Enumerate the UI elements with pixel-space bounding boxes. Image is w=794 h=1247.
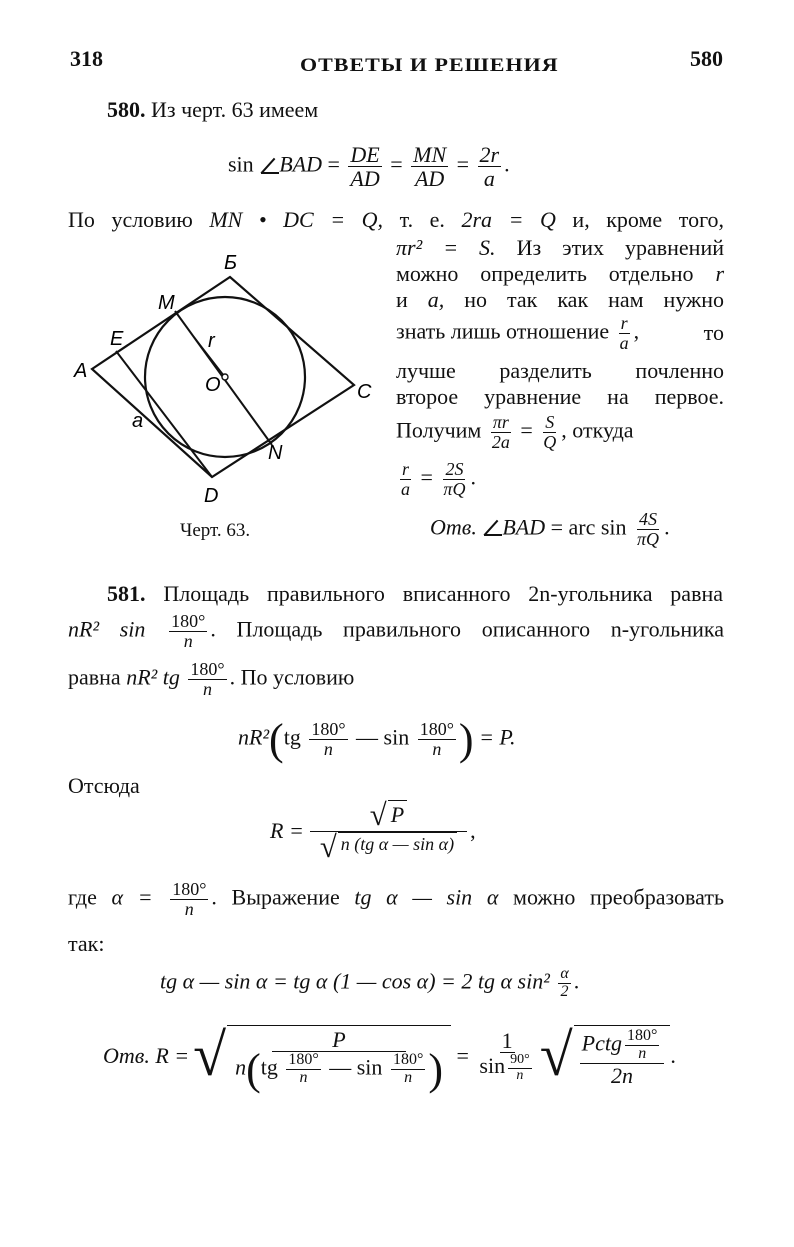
problem-580-line-5: знать лишь отношение $\frac{r}{a}$ , то (396, 313, 724, 353)
problem-580-line-8: Получим $\frac{\pi r}{2a}$ = $\frac{S}{Q}$ , откуда (396, 412, 634, 452)
label-m: M (158, 292, 175, 314)
problem-580-line-1: По условию MN • DC = Q, т. е. 2ra = Q и, кроме того, (68, 207, 725, 232)
label-n: N (268, 442, 283, 464)
problem-580-line-6: лучше разделить почленно (396, 358, 724, 383)
page-number: 318 (70, 46, 103, 71)
section-number: 580 (690, 46, 723, 71)
problem-580-line-9: $\frac{r}{a}$ = $\frac{2S}{\pi Q}$ . (401, 459, 476, 499)
running-title: ОТВЕТЫ И РЕШЕНИЯ (300, 53, 559, 76)
center-point-o (222, 374, 228, 380)
problem-581-line-5: так: (68, 931, 105, 956)
problem-580-line-4: и a, но так как нам нужно (396, 287, 725, 312)
otsyuda: Отсюда (68, 773, 140, 798)
problem-580-line-2: πr² = S. Из этих уравнений (396, 235, 725, 260)
segment-ed (116, 351, 212, 477)
equation-581-3: R = √ P √ n (tg α — sin α) , (270, 798, 476, 864)
equation-580-1: sin BAD = $\frac{DE}{AD}$ = $\frac{MN}{AD}$ = $\frac{2r}{a}$ . (228, 142, 510, 192)
equation-581-2: nR²(tg $\frac{180^\circ}{n}$ — sin $\frac{180^\circ}{n}$ ) = P. (238, 714, 516, 764)
problem-581-line-3: равна nR² tg $\frac{180^\circ}{n}$ . По условию (68, 659, 355, 699)
label-d: D (204, 485, 219, 507)
label-e: E (110, 328, 124, 350)
problem-580-line-7: второе уравнение на первое. (396, 384, 724, 409)
label-o: O (205, 374, 221, 396)
angle-icon (259, 156, 279, 174)
problem-581-line-1: 581. Площадь правильного вписанного 2n-угольника равна (107, 581, 723, 606)
label-a-side: a (132, 410, 144, 432)
label-a: A (74, 360, 88, 382)
answer-580: Отв. BAD = arc sin $\frac{4S}{\pi Q}$ . (430, 509, 670, 549)
equation-581-4: tg α — sin α = tg α (1 — cos α) = 2 tg α sin² $\frac{\alpha}{2}$ . (160, 965, 580, 1000)
problem-580-intro: 580. Из черт. 63 имеем (107, 97, 319, 122)
label-c: C (357, 381, 372, 403)
angle-icon (482, 518, 502, 536)
problem-581-line-4: где α = $\frac{180^\circ}{n}$ . Выражение tg α — sin α можно преобразовать (68, 879, 724, 919)
label-b: Б (224, 252, 238, 274)
label-r: r (208, 330, 215, 352)
problem-580-line-3: можно определить отдельно r (396, 261, 725, 286)
answer-581: Отв. R = √ P n(tg $\frac{180^\circ}{n}$ — sin $\frac{180^\circ}{n}$ ) = 1 sin $\frac{90^\circ}{n}$ √ Pctg $\frac{180^\circ}{n}$ 2n . (103, 1022, 676, 1095)
figure-caption: Черт. 63. (180, 520, 251, 541)
problem-581-line-2: nR² sin $\frac{180^\circ}{n}$ . Площадь правильного описанного n-угольника (68, 611, 724, 651)
figure-63 (70, 245, 370, 515)
